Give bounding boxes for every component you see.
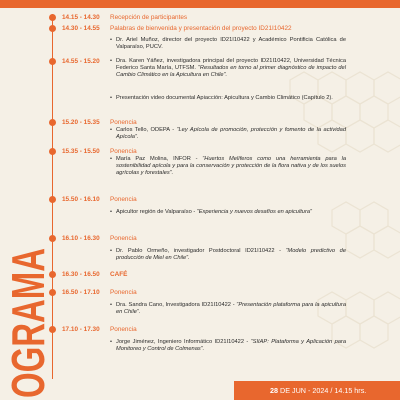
speaker-entry <box>110 339 346 353</box>
speaker-text: Dr. Ariel Muñoz, director del proyecto ID21I10422 y Académico Pontificia Católica de Valparaíso, PUCV. <box>116 37 346 51</box>
speaker-text: Jorge Jiménez, Ingeniero Informático ID21I10422 - <box>116 339 249 345</box>
item-time: 17.10 - 17.30 <box>62 326 100 333</box>
timeline-dot <box>49 148 56 155</box>
talk-title: “Resultados en torno al primer diagnóstico de impacto del Cambio Climático en la Apicultura en Chile”. <box>116 65 346 79</box>
timeline-dot <box>49 196 56 203</box>
bullet: • <box>110 37 112 43</box>
speaker-text: Dra. Karen Yáñez, investigadora principal del proyecto ID21I10422, Universidad Técnica Federico Santa María, UTFSM. <box>116 58 346 72</box>
timeline-dot <box>49 326 56 333</box>
speaker-text: Dr. Pablo Ormeño, investigador Postdoctoral ID21I10422 - <box>116 248 282 254</box>
speaker-text: Carlos Tello, ODEPA - <box>116 127 175 133</box>
speaker-entry <box>110 248 346 262</box>
speaker-text: Apicultor región de Valparaíso - <box>116 209 196 215</box>
speaker-entry <box>110 37 346 51</box>
item-time: 16.10 - 16.30 <box>62 235 100 242</box>
talk-title: “Presentación plataforma para la apicultura en Chile”. <box>116 302 346 316</box>
item-time: 14.55 - 15.20 <box>62 58 100 65</box>
item-time: 15.35 - 15.50 <box>62 148 100 155</box>
item-title: Ponencia <box>110 119 137 126</box>
speaker-entry <box>110 302 346 316</box>
item-time: 14.15 - 14.30 <box>62 14 100 21</box>
timeline-dot <box>49 119 56 126</box>
talk-title: “Experiencia y nuevos desafíos en apicultura” <box>196 209 312 215</box>
event-date-banner <box>234 381 400 400</box>
speaker-entry <box>110 95 346 102</box>
item-time: 15.50 - 16.10 <box>62 196 100 203</box>
item-title: Palabras de bienvenida y presentación del proyecto ID21I10422 <box>110 25 292 32</box>
timeline-dot <box>49 58 56 65</box>
item-time: 16.50 - 17.10 <box>62 289 100 296</box>
speaker-entry <box>110 209 346 216</box>
item-time: 16.30 - 16.50 <box>62 271 100 278</box>
bullet: • <box>110 127 112 133</box>
item-title: Ponencia <box>110 289 137 296</box>
speaker-text: María Paz Molina, INFOR - <box>116 156 198 162</box>
event-date-rest: DE JUN - 2024 / 14.15 hrs. <box>280 386 367 395</box>
timeline-dot <box>49 14 56 21</box>
speaker-text: Presentación video documental Apiacción: Apicultura y Cambio Climático (Capítulo 2). <box>116 95 333 101</box>
event-day: 28 <box>270 386 278 395</box>
bullet: • <box>110 302 112 308</box>
talk-title: “Ley Apícola de promoción, protección y fomento de la actividad Apícola”. <box>116 127 346 141</box>
item-title: Ponencia <box>110 196 137 203</box>
bullet: • <box>110 156 112 162</box>
side-program-text: OGRAMA <box>2 188 54 398</box>
bullet: • <box>110 58 112 64</box>
bullet: • <box>110 209 112 215</box>
talk-title: “SIIAP: Plataforma y Aplicación para Monitoreo y Control de Colmenas”. <box>116 339 346 353</box>
top-accent-bar <box>0 0 400 8</box>
timeline-dot <box>49 235 56 242</box>
talk-title: “Huertos Melíferos como una herramienta para la sostenibilidad apícola y para la conservación y protección de la flora nativa y de los suelos agrícolas y forestales”. <box>116 156 346 177</box>
side-program-label <box>2 188 54 400</box>
speaker-entry <box>110 127 346 141</box>
speaker-text: Dra. Sandra Cano, Investigadora ID21I10422 - <box>116 302 235 308</box>
item-time: 15.20 - 15.35 <box>62 119 100 126</box>
timeline-dot <box>49 271 56 278</box>
item-title: Ponencia <box>110 326 137 333</box>
speaker-entry <box>110 156 346 178</box>
bullet: • <box>110 339 112 345</box>
talk-title: “Modelo predictivo de producción de Miel en Chile”. <box>116 248 346 262</box>
item-title: Ponencia <box>110 148 137 155</box>
speaker-entry <box>110 58 346 80</box>
bullet: • <box>110 248 112 254</box>
item-title: Recepción de participantes <box>110 14 188 21</box>
item-time: 14.30 - 14.55 <box>62 25 100 32</box>
item-title: Ponencia <box>110 235 137 242</box>
timeline-dot <box>49 289 56 296</box>
bullet: • <box>110 95 112 101</box>
item-title: CAFÉ <box>110 271 128 278</box>
timeline-dot <box>49 25 56 32</box>
